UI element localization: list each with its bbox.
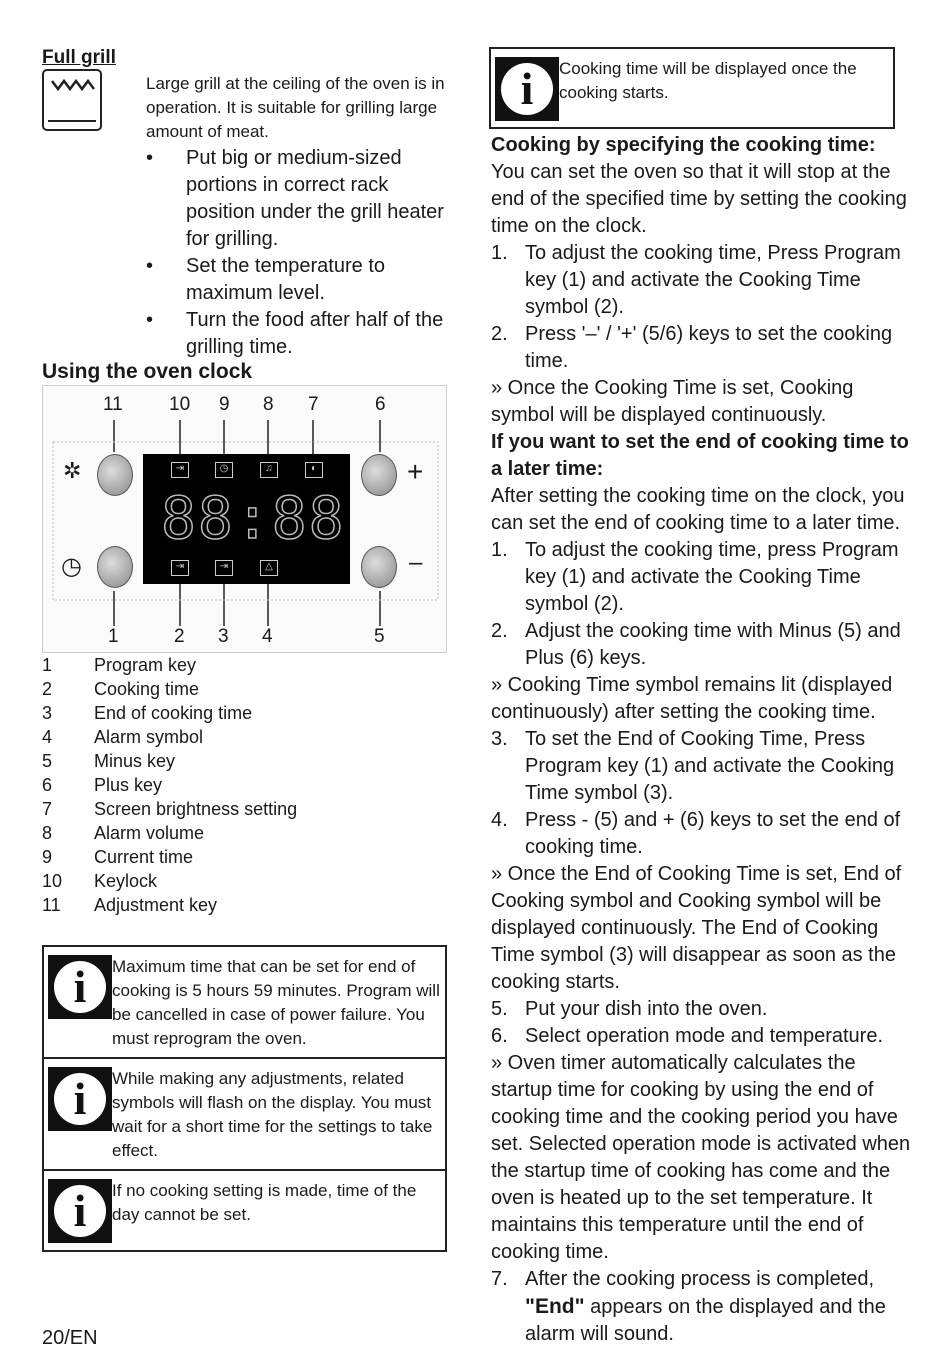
adjustment-key[interactable] [97,454,133,496]
callout-11: 11 [103,394,123,415]
step: 4. Press - (5) and + (6) keys to set the end of cooking time. [491,809,901,858]
step: 1. To adjust the cooking time, press Program key (1) and activate the Cooking Time symbol (2). [491,539,899,615]
info-note-right: i Cooking time will be displayed once the cooking starts. [489,47,895,129]
current-time-icon: ◷ [215,462,233,478]
clock-icon: ◷ [61,553,82,580]
callout-2: 2 [174,626,185,647]
end-time-heading: If you want to set the end of cooking time to a later time: [491,431,909,480]
bullet-item: • Turn the food after half of the grilling time. [146,309,444,358]
info-note: i Maximum time that can be set for end of cooking is 5 hours 59 minutes. Program will be cancelled in case of power failure. You must reprogram the oven. [44,947,445,1059]
info-icon: i [48,1067,112,1131]
callout-10: 10 [169,394,191,415]
plus-key[interactable] [361,454,397,496]
oven-clock-title: Using the oven clock [42,360,253,383]
adjust-sparkle-icon: ✲ [63,458,82,483]
result-note: » Cooking Time symbol remains lit (displayed continuously) after setting the cooking time. [491,674,893,723]
info-icon: i [495,57,559,121]
callout-1: 1 [108,626,119,647]
info-icon: i [48,955,112,1019]
page-number: 20/EN [42,1327,98,1349]
alarm-volume-icon: ♫ [260,462,278,478]
callout-5: 5 [374,626,385,647]
callout-6: 6 [375,394,386,415]
minus-sign: – [409,549,423,576]
info-notes-box [42,945,447,1252]
step: 6. Select operation mode and temperature. [491,1025,883,1047]
full-grill-title: Full grill [42,47,116,68]
callout-9: 9 [219,394,230,415]
step: 7. After the cooking process is completed, "End" appears on the displayed and the alarm will sound. [491,1268,886,1345]
callout-3: 3 [218,626,229,647]
cooking-time-heading: Cooking by specifying the cooking time: [491,134,876,156]
clock-diagram [42,385,447,653]
digits-display: 88:88 [161,484,346,552]
cooking-time-intro: You can set the oven so that it will stop at the end of the specified time by setting the cooking time on the clock. [491,161,907,237]
end-time-intro: After setting the cooking time on the clock, you can set the end of cooking time to a later time. [491,485,905,534]
callout-4: 4 [262,626,273,647]
brightness-icon: ◐ [305,462,323,478]
plus-sign: + [407,456,424,487]
step: 1. To adjust the cooking time, Press Program key (1) and activate the Cooking Time symbol (2). [491,242,901,318]
clock-legend: 1 Program key 2 Cooking time 3 End of cooking time 4 Alarm symbol 5 Minus key 6 Plus key 7 Screen brightness setting 8 Alarm volume 9 Current time 10 Keylock 11 Adjustment key [42,655,298,915]
result-note: » Once the End of Cooking Time is set, End of Cooking symbol and Cooking symbol will be displayed continuously. The End of Cooking Time symbol (3) will disappear as soon as the cooking starts. [491,863,902,993]
full-grill-bullets [146,145,456,361]
step: 3. To set the End of Cooking Time, Press Program key (1) and activate the Cooking Time symbol (3). [491,728,895,804]
step: 5. Put your dish into the oven. [491,998,768,1020]
program-key[interactable] [97,546,133,588]
callout-8: 8 [263,394,274,415]
bullet-item: • Put big or medium-sized portions in correct rack position under the grill heater for grilling. [146,147,444,250]
end-word: "End" [525,1295,585,1318]
minus-key[interactable] [361,546,397,588]
end-cooking-time-icon: ⇥ [215,560,233,576]
clock-display [143,454,350,584]
info-note: i While making any adjustments, related symbols will flash on the display. You must wait for a short time for the settings to take effect. [44,1059,445,1171]
grill-icon [42,69,102,131]
right-column [491,132,911,1348]
alarm-bell-icon: △ [260,560,278,576]
result-note: » Once the Cooking Time is set, Cooking symbol will be displayed continuously. [491,377,854,426]
cooking-time-icon: ⇥ [171,560,189,576]
step: 2. Adjust the cooking time with Minus (5) and Plus (6) keys. [491,620,901,669]
info-note: i If no cooking setting is made, time of the day cannot be set. [44,1171,445,1250]
step: 2. Press '–' / '+' (5/6) keys to set the cooking time. [491,323,893,372]
keylock-icon: ⇥ [171,462,189,478]
info-icon: i [48,1179,112,1243]
result-note: » Oven timer automatically calculates the startup time for cooking by using the end of cooking time and the cooking period you have set. Selected operation mode is activated when the startup time of cooking has come and the oven is heated up to the set temperature. It maintains this temperature until the end of cooking time. [491,1052,911,1263]
full-grill-description: Large grill at the ceiling of the oven is in operation. It is suitable for grilling large amount of meat. [146,74,445,141]
callout-7: 7 [308,394,319,415]
bullet-item: • Set the temperature to maximum level. [146,255,386,304]
